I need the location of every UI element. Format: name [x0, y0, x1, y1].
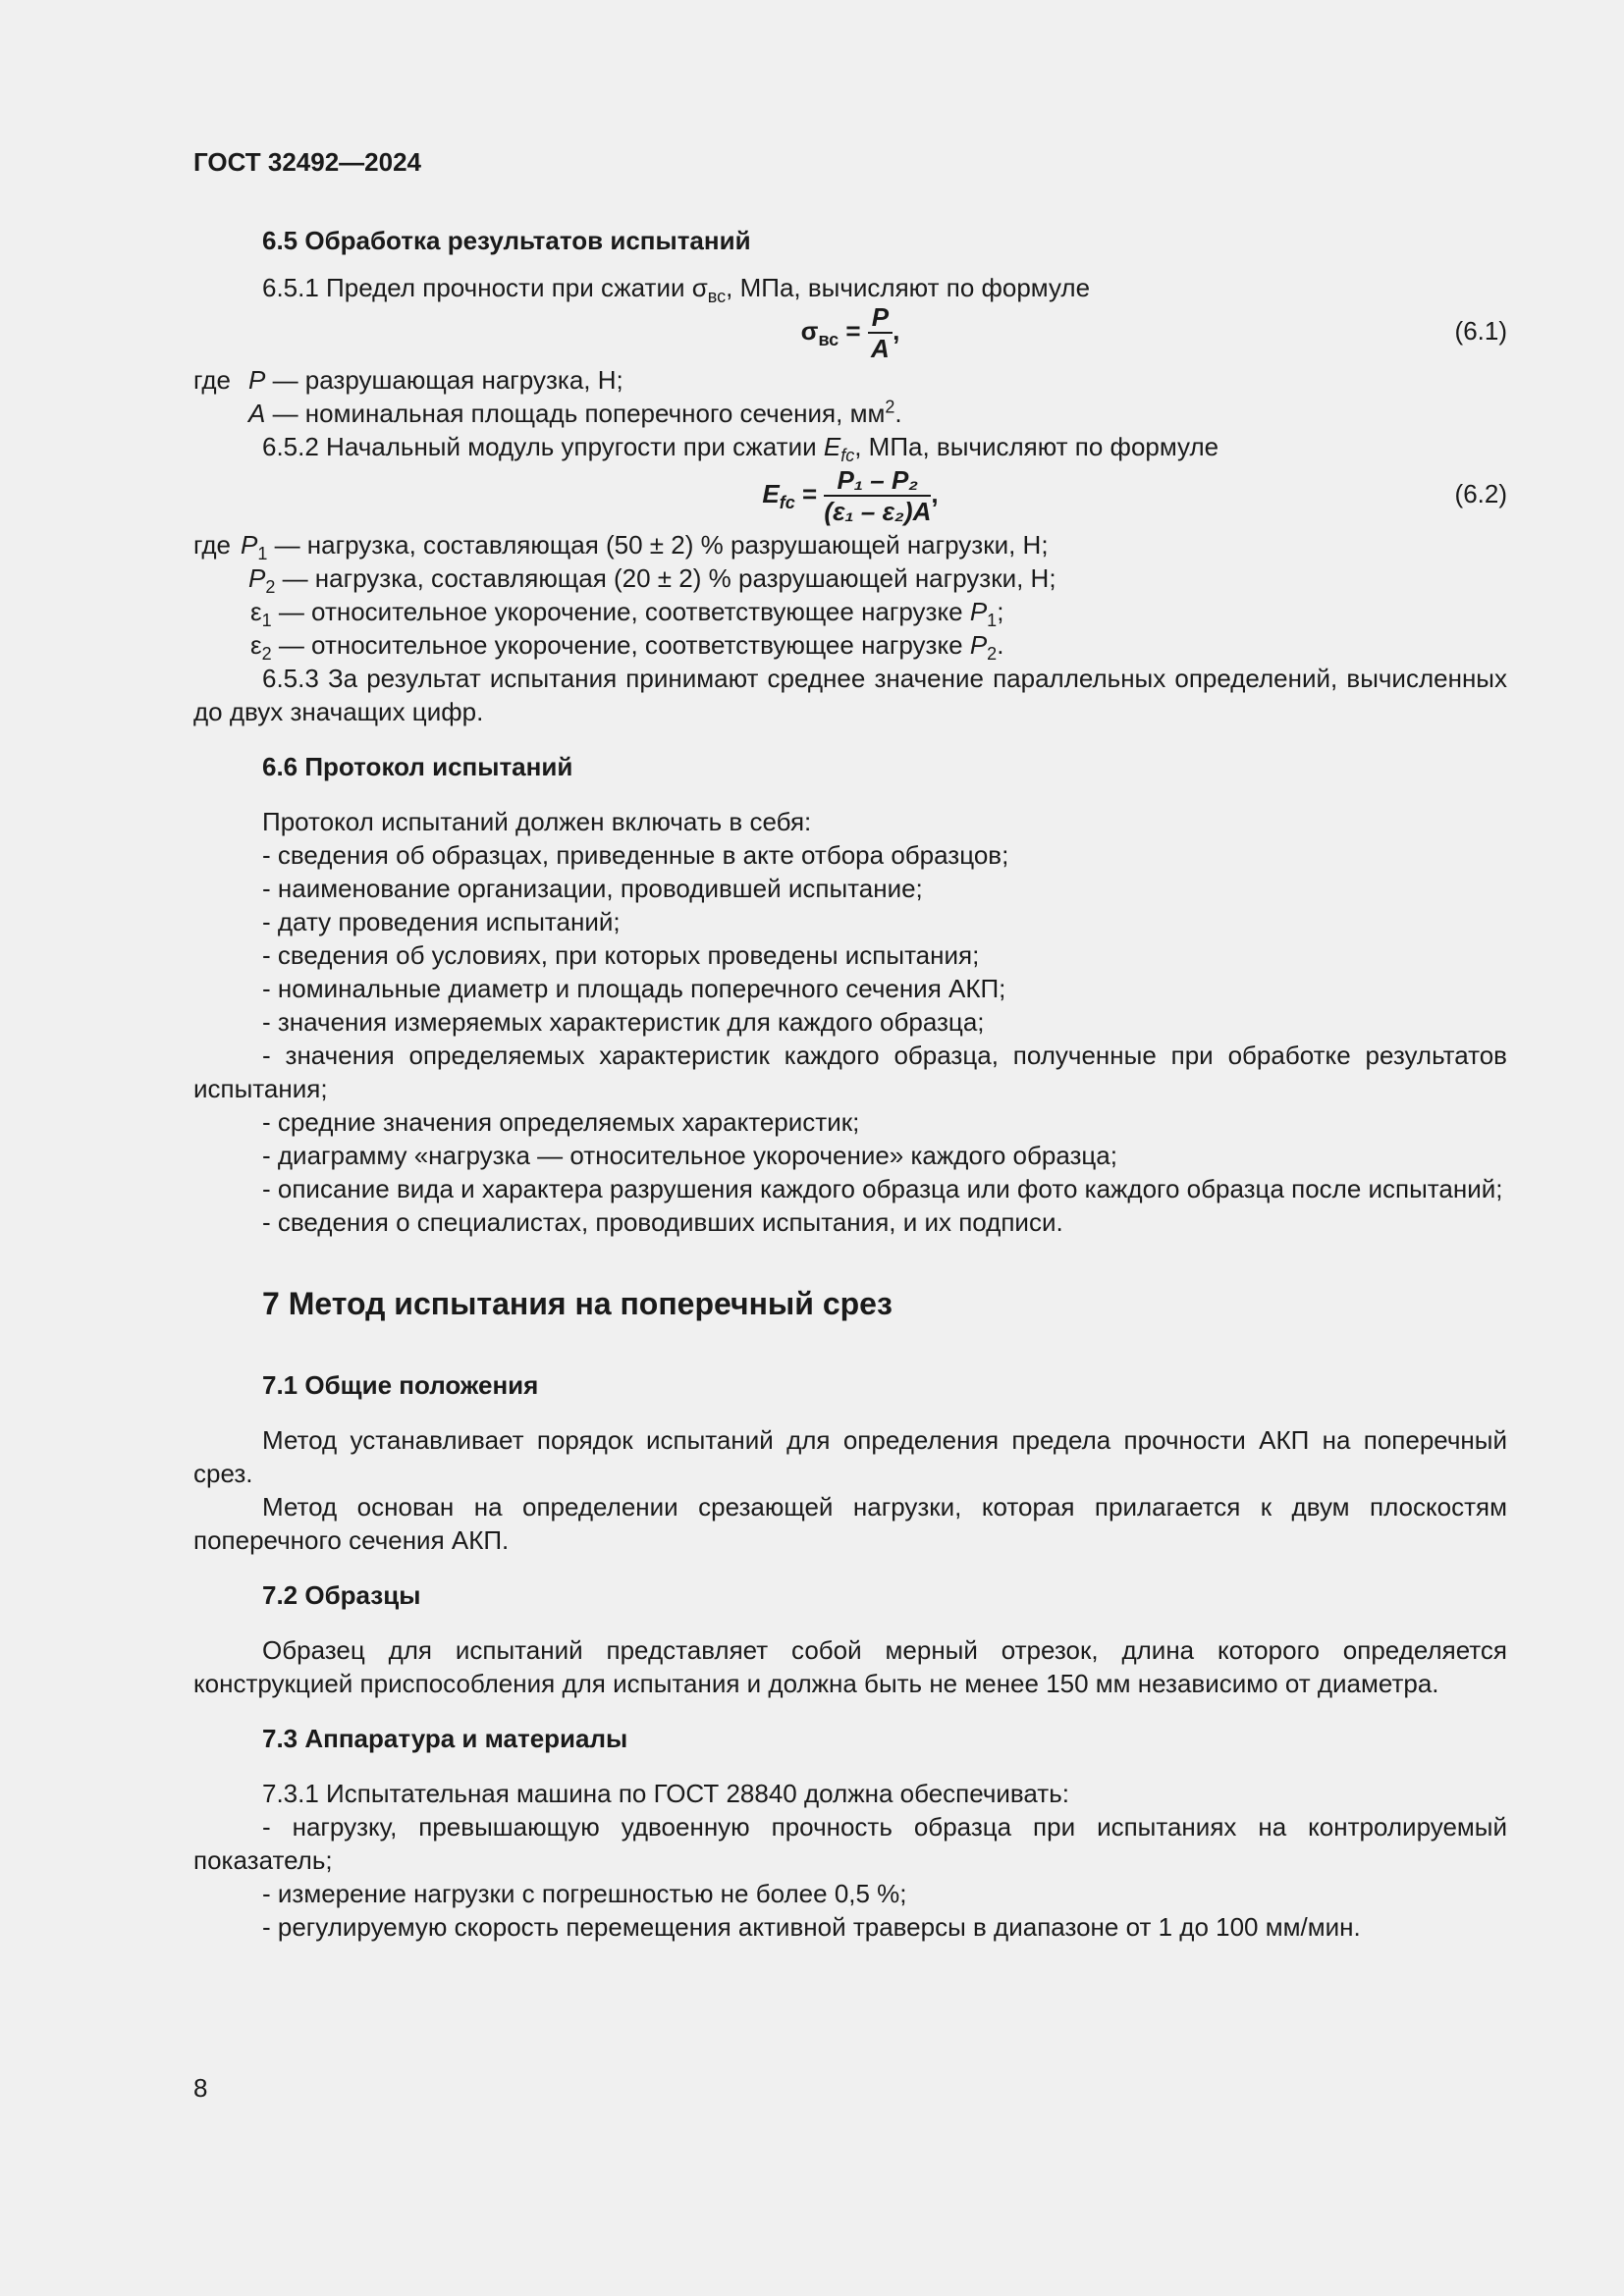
formula-symbol: σ — [800, 315, 819, 346]
section-6-6-title: 6.6 Протокол испытаний — [262, 752, 573, 781]
symbol: ε — [250, 597, 262, 626]
superscript: 2 — [885, 397, 895, 417]
subscript: вс — [818, 330, 839, 350]
numerator: P — [868, 304, 893, 334]
list-item: - сведения об образцах, приведенные в акте отбора образцов; — [262, 840, 1009, 870]
list-item: - значения определяемых характеристик каждого образца, полученные при обработке результатов испытания; — [193, 1041, 1507, 1103]
paragraph-6-5-1 — [193, 271, 1507, 307]
list-item: - диаграмму «нагрузка — относительное укорочение» каждого образца; — [262, 1141, 1117, 1170]
symbol: P — [969, 597, 988, 626]
subscript: 2 — [265, 577, 276, 598]
subscript: вс — [707, 287, 727, 307]
description: — относительное укорочение, соответствующее нагрузке — [271, 630, 970, 660]
where-block-6-1 — [193, 363, 1507, 430]
list-item: - описание вида и характера разрушения каждого образца или фото каждого образца после испытаний; — [262, 1174, 1503, 1203]
symbol: A — [248, 399, 266, 428]
section-7-1-title: 7.1 Общие положения — [262, 1370, 539, 1400]
fraction — [824, 467, 931, 524]
equals-sign: = — [794, 478, 825, 508]
paragraph-7-2-1: Образец для испытаний представляет собой мерный отрезок, длина которого определяется конструкцией приспособления для испытания и должна быть не менее 150 мм независимо от диаметра. — [193, 1635, 1507, 1698]
protocol-list — [193, 838, 1507, 1239]
section-7-3-title: 7.3 Аппаратура и материалы — [262, 1724, 628, 1753]
comma: , — [893, 315, 900, 346]
description: — нагрузка, составляющая (20 ± 2) % разрушающей нагрузки, Н; — [275, 563, 1056, 593]
formula-6-2 — [193, 463, 1507, 528]
list-item: - средние значения определяемых характеристик; — [262, 1107, 860, 1137]
section-7-2-title: 7.2 Образцы — [262, 1580, 421, 1610]
description: — разрушающая нагрузка, Н; — [265, 365, 623, 395]
paragraph-6-5-3: 6.5.3 За результат испытания принимают среднее значение параллельных определений, вычисленных до двух значащих цифр. — [193, 664, 1507, 726]
equals-sign: = — [839, 315, 868, 346]
where-block-6-2 — [193, 528, 1507, 665]
subscript: 1 — [987, 611, 998, 631]
where-row — [193, 528, 1507, 564]
list-item: - сведения о специалистах, проводивших испытания, и их подписи. — [262, 1207, 1063, 1237]
punctuation: . — [894, 399, 902, 428]
where-word: где — [193, 530, 231, 560]
list-item: - номинальные диаметр и площадь поперечного сечения АКП; — [262, 974, 1006, 1003]
description: — относительное укорочение, соответствующее нагрузке — [271, 597, 970, 626]
symbol: P — [969, 630, 988, 660]
list-item: - измерение нагрузки с погрешностью не более 0,5 %; — [262, 1879, 907, 1908]
page-content — [193, 145, 1507, 1944]
list-item: - сведения об условиях, при которых проведены испытания; — [262, 940, 980, 970]
punctuation: . — [997, 630, 1004, 660]
symbol: P — [241, 530, 258, 560]
symbol: E — [823, 432, 841, 461]
subscript: 1 — [261, 611, 272, 631]
subscript: fc — [840, 446, 855, 466]
where-row — [193, 628, 1507, 665]
paragraph-7-3-1: 7.3.1 Испытательная машина по ГОСТ 28840 должна обеспечивать: — [262, 1779, 1069, 1808]
protocol-intro: Протокол испытаний должен включать в себя: — [262, 807, 812, 836]
formula-6-1-expression — [193, 304, 1507, 361]
list-item: - регулируемую скорость перемещения активной траверсы в диапазоне от 1 до 100 мм/мин. — [262, 1912, 1361, 1942]
description: — нагрузка, составляющая (50 ± 2) % разрушающей нагрузки, Н; — [267, 530, 1049, 560]
list-item: - наименование организации, проводившей испытание; — [262, 874, 923, 903]
punctuation: ; — [997, 597, 1004, 626]
text-fragment: , МПа, вычисляют по формуле — [726, 273, 1091, 302]
where-row — [193, 397, 1507, 430]
list-item: - дату проведения испытаний; — [262, 907, 621, 936]
subscript: 2 — [987, 644, 998, 665]
requirements-list — [193, 1810, 1507, 1944]
subscript: 1 — [257, 544, 268, 564]
subscript: 2 — [261, 644, 272, 665]
denominator: (ε₁ – ε₂)A — [824, 497, 932, 526]
text-fragment: 6.5.2 Начальный модуль упругости при сжатии — [262, 432, 824, 461]
formula-6-1-number: (6.1) — [1454, 316, 1507, 346]
comma: , — [931, 478, 939, 508]
section-6-5-title: 6.5 Обработка результатов испытаний — [262, 226, 751, 255]
paragraph-7-1-2: Метод основан на определении срезающей нагрузки, которая прилагается к двум плоскостям поперечного сечения АКП. — [193, 1492, 1507, 1555]
text-fragment: , МПа, вычисляют по формуле — [854, 432, 1219, 461]
section-7-title: 7 Метод испытания на поперечный срез — [262, 1286, 893, 1321]
page-number: 8 — [193, 2073, 208, 2103]
where-word: где — [193, 365, 231, 395]
list-item: - нагрузку, превышающую удвоенную прочность образца при испытаниях на контролируемый показатель; — [193, 1812, 1507, 1875]
numerator: P₁ – P₂ — [824, 467, 931, 497]
where-row — [193, 363, 1507, 397]
symbol: P — [248, 563, 266, 593]
paragraph-7-1-1: Метод устанавливает порядок испытаний для определения предела прочности АКП на поперечный срез. — [193, 1425, 1507, 1488]
formula-symbol: E — [762, 478, 780, 508]
formula-6-2-number: (6.2) — [1454, 479, 1507, 508]
symbol: P — [248, 365, 266, 395]
denominator: A — [871, 334, 890, 363]
text-fragment: 6.5.1 Предел прочности при сжатии σ — [262, 273, 708, 302]
paragraph-6-5-2 — [193, 430, 1507, 466]
list-item: - значения измеряемых характеристик для каждого образца; — [262, 1007, 985, 1037]
where-row — [193, 561, 1507, 598]
formula-6-2-expression — [193, 467, 1507, 524]
formula-6-1 — [193, 304, 1507, 363]
standard-header: ГОСТ 32492—2024 — [193, 147, 421, 177]
symbol: ε — [250, 630, 262, 660]
description: — номинальная площадь поперечного сечения, мм — [265, 399, 886, 428]
where-row — [193, 595, 1507, 631]
fraction — [868, 304, 893, 361]
subscript: fc — [779, 493, 795, 513]
